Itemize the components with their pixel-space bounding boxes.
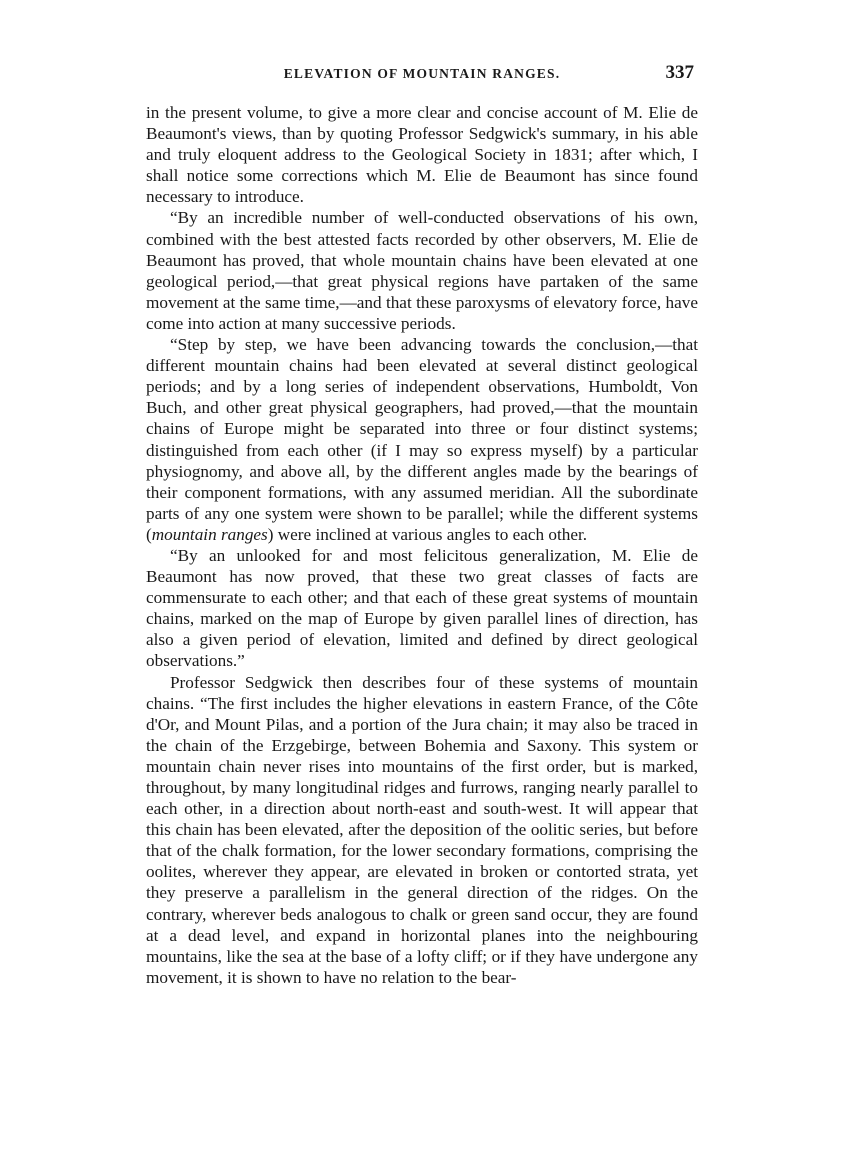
paragraph-first-system: Professor Sedgwick then describes four of these systems of mountain chains. “The first includes the higher elevations in eastern France, of the Côte d'Or, and Mount Pilas, and a portion of the Jura chain; it may also be traced in the chain of the Erzgebirge, between Bohemia and Saxony. This system or mountain chain never rises into mountains of the first order, but is marked, throughout, by many longitudinal ridges and furrows, ranging nearly parallel to each other, in a direction about north-east and south-west. It will appear that this chain has been elevated, after the deposition of the oolitic series, but before that of the chalk formation, for the lower secondary formations, comprising the oolites, wherever they appear, are elevated in broken or contorted strata, yet they preserve a parallelism in the general direction of the ridges. On the contrary, wherever beds analogous to chalk or green sand occur, they are found at a dead level, and expand in horizontal planes into the neighbouring mountains, like the sea at the base of a lofty cliff; or if they have undergone any movement, it is shown to have no relation to the bear- — [146, 672, 698, 987]
book-page — [146, 62, 698, 988]
page-number: 337 — [665, 62, 694, 83]
paragraph-text-after: ) were inclined at various angles to each other. — [267, 524, 588, 544]
paragraph-quote-observations: “By an incredible number of well-conducted observations of his own, combined with the best attested facts recorded by other observers, M. Elie de Beaumont has proved, that whole mountain chains have been elevated at one geological period,—that great physical regions have partaken of the same movement at the same time,—and that these paroxysms of elevatory force, have come into action at many successive periods. — [146, 208, 698, 333]
paragraph-text-before: “Step by step, we have been advancing towards the conclusion,—that different mountain chains had been elevated at several distinct geological periods; and by a long series of independent observations, Humboldt, Von Buch, and other great physical geographers, had proved,—that the mountain chains of Europe might be separated into three or four distinct systems; distinguished from each other (if I may so express myself) by a particular physiognomy, and above all, by the different angles made by the bearings of their component formations, with any assumed meridian. All the subordinate parts of any one system were shown to be parallel; while the different systems ( — [146, 335, 698, 544]
paragraph-quote-generalization: “By an unlooked for and most felicitous generalization, M. Elie de Beaumont has now proved, that these two great classes of facts are commensurate to each other; and that each of these great systems of mountain chains, marked on the map of Europe by given parallel lines of direction, has also a given period of elevation, limited and defined by direct geological observations.” — [146, 545, 698, 671]
running-title: ELEVATION OF MOUNTAIN RANGES. — [283, 66, 561, 81]
running-head — [146, 62, 698, 96]
body-text — [146, 102, 698, 988]
paragraph-continuation: in the present volume, to give a more clear and concise account of M. Elie de Beaumont's views, than by quoting Professor Sedgwick's summary, in his able and truly eloquent address to the Geological Society in 1831; after which, I shall notice some corrections which M. Elie de Beaumont has since found necessary to introduce. — [146, 103, 698, 207]
emphasis-mountain-ranges: mountain ranges — [151, 524, 268, 544]
paragraph-quote-step-by-step — [146, 334, 698, 545]
